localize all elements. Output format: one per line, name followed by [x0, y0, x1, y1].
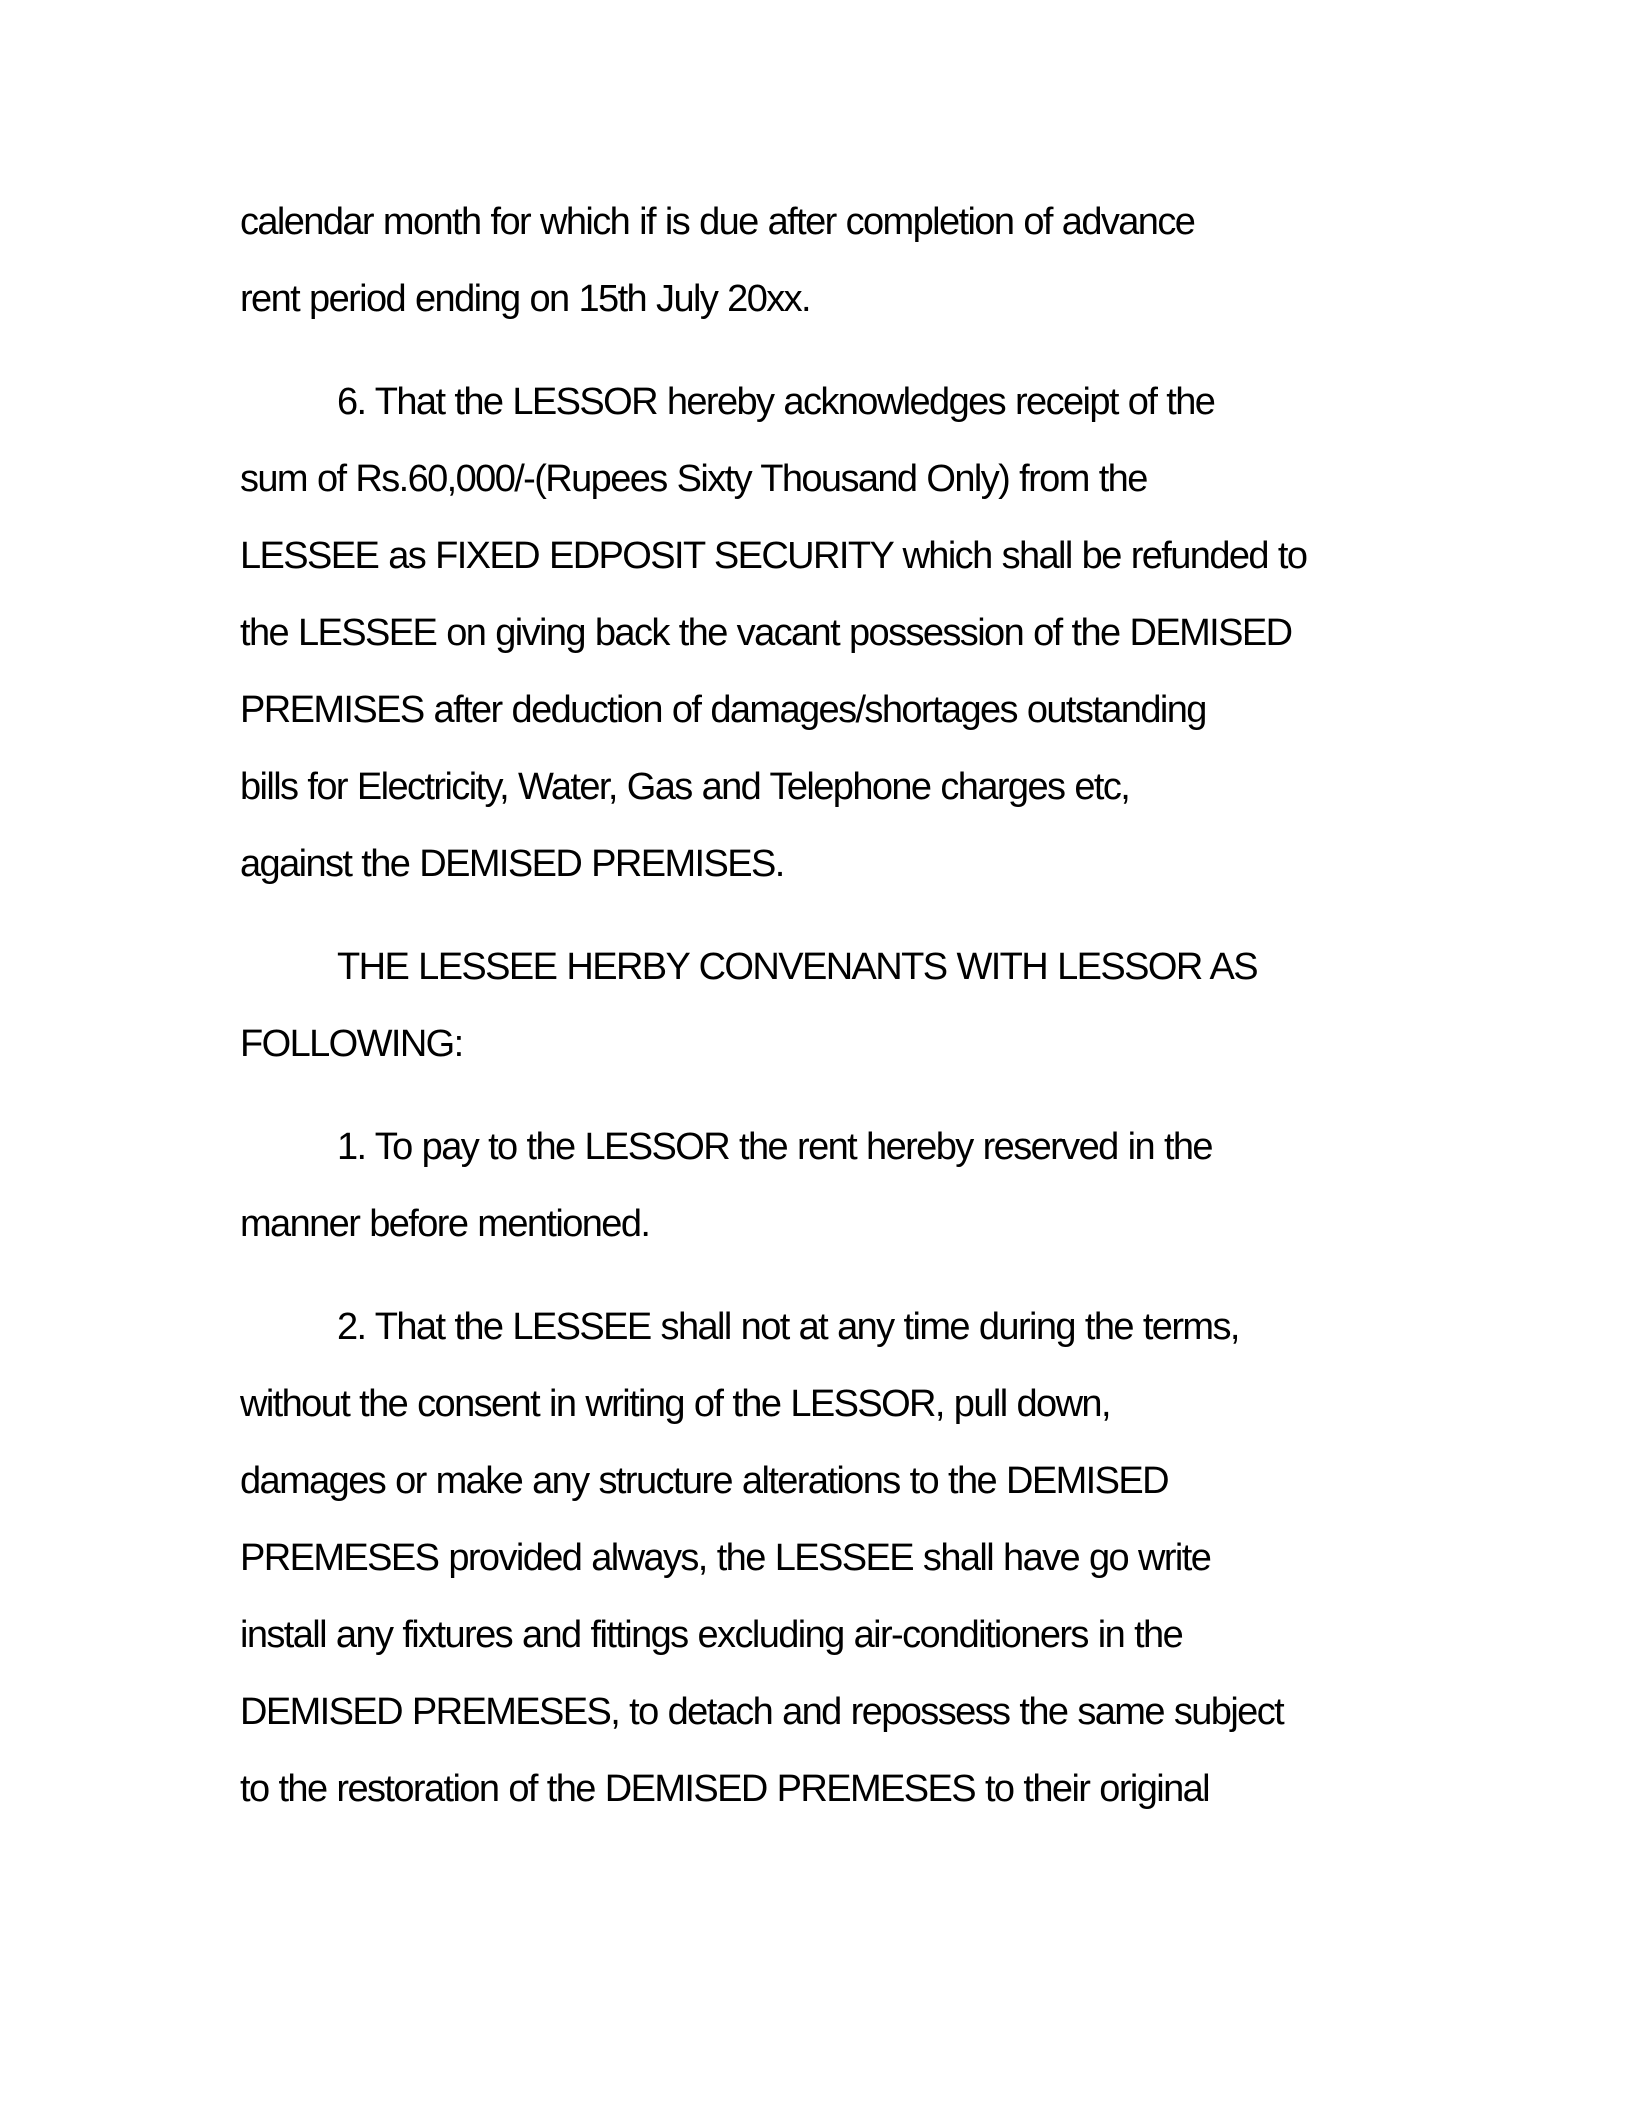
- text-line: PREMISES after deduction of damages/shortages outstanding: [240, 689, 1206, 731]
- text-line: manner before mentioned.: [240, 1203, 650, 1245]
- text-line: damages or make any structure alterations to the DEMISED: [240, 1460, 1168, 1502]
- text-line: the LESSEE on giving back the vacant possession of the DEMISED: [240, 612, 1292, 654]
- text-line: DEMISED PREMESES, to detach and repossess the same subject: [240, 1691, 1284, 1733]
- heading-line: FOLLOWING:: [240, 1023, 463, 1065]
- text-line: to the restoration of the DEMISED PREMESES to their original: [240, 1768, 1210, 1810]
- text-line: LESSEE as FIXED EDPOSIT SECURITY which shall be refunded to: [240, 535, 1307, 577]
- text-line: install any fixtures and fittings excluding air-conditioners in the: [240, 1614, 1183, 1656]
- text-line: calendar month for which if is due after completion of advance: [240, 201, 1195, 243]
- text-line: bills for Electricity, Water, Gas and Telephone charges etc,: [240, 766, 1130, 808]
- text-line: against the DEMISED PREMISES.: [240, 843, 784, 885]
- text-line: 1. To pay to the LESSOR the rent hereby reserved in the: [337, 1126, 1212, 1168]
- text-line: sum of Rs.60,000/-(Rupees Sixty Thousand Only) from the: [240, 458, 1147, 500]
- text-line: PREMESES provided always, the LESSEE shall have go write: [240, 1537, 1211, 1579]
- text-line: 2. That the LESSEE shall not at any time during the terms,: [337, 1306, 1239, 1348]
- heading-line: THE LESSEE HERBY CONVENANTS WITH LESSOR AS: [337, 946, 1258, 988]
- text-line: 6. That the LESSOR hereby acknowledges receipt of the: [337, 381, 1215, 423]
- text-line: without the consent in writing of the LESSOR, pull down,: [240, 1383, 1110, 1425]
- text-line: rent period ending on 15th July 20xx.: [240, 278, 810, 320]
